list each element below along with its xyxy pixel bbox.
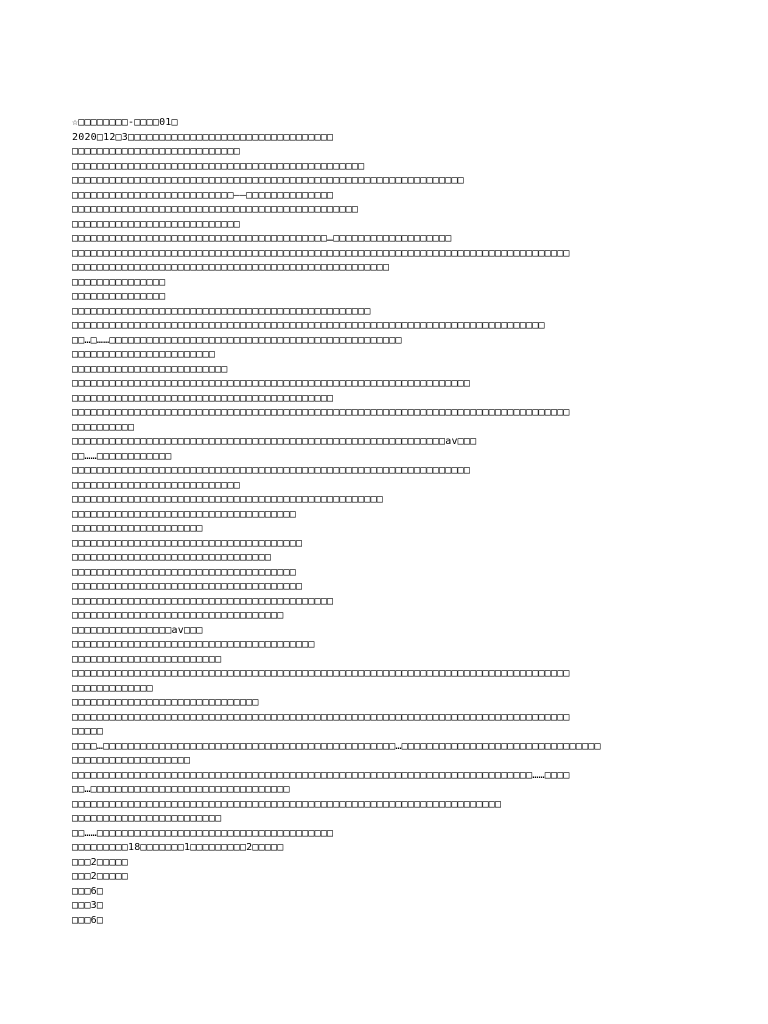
text-line: □□□□□□□□□□□□□□□□□□□□□□□□□□□□□□□□□□□□□□□□□□□□□□□□□□□□□□□□□□□□□□□□□□□□□□□□□□□□□□□□: [72, 407, 570, 418]
text-line: □□□□□□□□□□□□□□□□□□□□□□□□□□——□□□□□□□□□□□□□□: [72, 189, 334, 201]
text-line: □□□□□□□□□□□□□□□□□□□□□□□□□□□□□□□□: [72, 552, 272, 563]
text-line: □□□□□□□□□□□□□□□□□□□□□□□□□□□□□□□□□□□□□□□□□□□□□□□□□□□□□□□□□□□□□□□□□□□□□□□□□□□□: [72, 320, 545, 331]
text-line: □□□□□□□□□□□□□□□□□□□□□□□□□: [72, 363, 228, 375]
text-line: □□□□□□□□□□□□□□□□□□□□□□□□□□□□□□□□□□□□□□□□□□□□□□□□□□: [72, 494, 384, 505]
text-line: □□□□□□□□□□□□□□□□□□□□□□□□□□□□□□□□□□□□□: [72, 581, 303, 592]
text-line: □□□□□: [72, 726, 104, 737]
text-line: □□□□□□□□□□□□□□□□□□□□□□□□□□□□□□□□□□□□□□□□□□□□□□□□□□□□□□□□□□□□□□□: [72, 175, 464, 186]
text-line: □□□□…□□□□□□□□□□□□□□□□□□□□□□□□□□□□□□□□□□□□□□□□□□□□□□□…□□□□□□□□□□□□□□□□□□□□□□□□□□□□□□□□: [72, 740, 601, 752]
text-line: □□□□□□□□□□□□□□□□□□□□□□□: [72, 349, 216, 360]
text-line: □□□□□□□□□□□□□□□□□□□□□□□□□□□□□□□□□□□□□□□□□□□□□□□□□□□□□□□□□□□□□□□□□□□□□□□□□□□□□□□□: [72, 711, 570, 723]
text-line: □□□□□□□□□□□□□□□□□□□□□□□□□□□□□□□□□□□□□□□□□□□□□□□□□□□□□□□□□□□□av□□□: [72, 436, 477, 447]
text-line: □□□□□□□□□□□□□□□: [72, 276, 166, 288]
text-line: □□□2□□□□□: [72, 856, 128, 868]
text-line: □□□□□□□□□□□□□□□□□□□□□□□□□□□□□□□□□□: [72, 610, 284, 621]
text-line: □□□□□□□□□□□□□□□□□□□□□□□□□□□□□□□□□□□□□□□□□□□□□□□□□□□□□□□□□□□□□□□□□□□□□: [72, 798, 502, 810]
text-line: □□…□……□□□□□□□□□□□□□□□□□□□□□□□□□□□□□□□□□□□□□□□□□□□□□□□: [72, 334, 402, 346]
text-line: □□□□□□□□□□□□□□□□□□□□□□□□□□□□□□□□□□□□□□□□□□□□□□: [72, 204, 359, 215]
text-line: □□□□□□□□□□□□□□□□□□□□□□□□□□□□□□□□□□□□□□□□□□: [72, 595, 334, 607]
text-line: □□□□□□□□□□□□□□□□□□□□□□□□□□□□□□□□□□□□□□□□□□□□□□□□□□□□□□□□□□□□□□□□: [72, 378, 471, 389]
text-line: □□□□□□□□□□□□□□□□□□□□□□□□□□□□□□□□□□□□□: [72, 537, 303, 549]
text-line: □□□□□□□□□□□□□□□□□□□□□□□□□□□□□□: [72, 697, 259, 708]
text-line: □□……□□□□□□□□□□□□: [72, 450, 172, 462]
text-line: □□□□□□□□□□□□□□□□□□□□□□□□□□□: [72, 218, 240, 230]
text-line: □□□□□□□□□□□□□□□□□□□: [72, 755, 191, 766]
text-line: □□□□□□□□□□□□□: [72, 682, 153, 694]
text-line: □□□□□□□□□□□□□□□□□□□□□□□□□□□□□□□□□□□□□□□□□□□□□□□□: [72, 305, 371, 317]
text-line: □□□□□□□□□□□□□□□□□□□□□□□□□□□□□□□□□□□□□□□□□…□□□□□□□□□□□□□□□□□□□: [72, 233, 452, 244]
text-line: □□□□□□□□□□□□□□□: [72, 291, 166, 302]
text-line: □□□6□: [72, 914, 104, 926]
text-line: □□□□□□□□□□□□□□□□□□□□□□□□□□□□□□□□□□□□□□□□□□□□□□□: [72, 160, 365, 172]
text-line: ☆□□□□□□□□-□□□□01□: [72, 117, 178, 128]
text-line: 2020□12□3□□□□□□□□□□□□□□□□□□□□□□□□□□□□□□□□□: [72, 131, 334, 143]
text-line: □□□□□□□□□□□□□□□□av□□□: [72, 624, 203, 636]
text-line: □□□□□□□□□□□□□□□□□□□□□□□□□□□□□□□□□□□□: [72, 566, 296, 578]
text-line: □□□□□□□□□□□□□□□□□□□□□□□□□□□□□□□□□□□□□□□□□□□□□□□□□□□□□□□□□□□□□□□□: [72, 465, 471, 476]
text-line: □□□2□□□□□: [72, 871, 128, 882]
text-line: □□□□□□□□□□□□□□□□□□□□□□□□: [72, 813, 222, 824]
text-line: □□□□□□□□□18□□□□□□□1□□□□□□□□□2□□□□□: [72, 842, 284, 853]
text-line: □□□□□□□□□□□□□□□□□□□□□□□□□□□□□□□□□□□□: [72, 508, 296, 520]
text-line: □□□□□□□□□□□□□□□□□□□□□□□□□□□□□□□□□□□□□□□□□□: [72, 392, 334, 404]
text-line: □□□□□□□□□□□□□□□□□□□□□□□□□□□□□□□□□□□□□□□□□□□□□□□□□□□: [72, 262, 390, 273]
text-line: □□□□□□□□□□□□□□□□□□□□□□□□□□□□□□□□□□□□□□□□□□□□□□□□□□□□□□□□□□□□□□□□□□□□□□□□□□□□□□□□: [72, 247, 570, 259]
text-line: □□□□□□□□□□□□□□□□□□□□□□□□□□□: [72, 146, 240, 157]
text-line: □□□□□□□□□□□□□□□□□□□□□□□□: [72, 653, 222, 665]
text-line: □□□□□□□□□□□□□□□□□□□□□□□□□□□□□□□□□□□□□□□: [72, 639, 315, 650]
text-line: □□…□□□□□□□□□□□□□□□□□□□□□□□□□□□□□□□□: [72, 784, 290, 795]
text-line: □□□□□□□□□□□□□□□□□□□□□: [72, 523, 203, 534]
text-line: □□□□□□□□□□□□□□□□□□□□□□□□□□□: [72, 479, 240, 491]
text-line: □□□□□□□□□□□□□□□□□□□□□□□□□□□□□□□□□□□□□□□□□□□□□□□□□□□□□□□□□□□□□□□□□□□□□□□□□□□□□□□□: [72, 668, 570, 679]
text-line: □□□□□□□□□□□□□□□□□□□□□□□□□□□□□□□□□□□□□□□□□□□□□□□□□□□□□□□□□□□□□□□□□□□□□□□□□□……□□□□: [72, 769, 570, 781]
document-body: [72, 116, 712, 928]
text-line: □□□3□: [72, 900, 104, 911]
text-line: □□□□□□□□□□: [72, 421, 135, 433]
text-line: □□……□□□□□□□□□□□□□□□□□□□□□□□□□□□□□□□□□□□□□□: [72, 827, 334, 839]
text-line: □□□6□: [72, 885, 104, 897]
